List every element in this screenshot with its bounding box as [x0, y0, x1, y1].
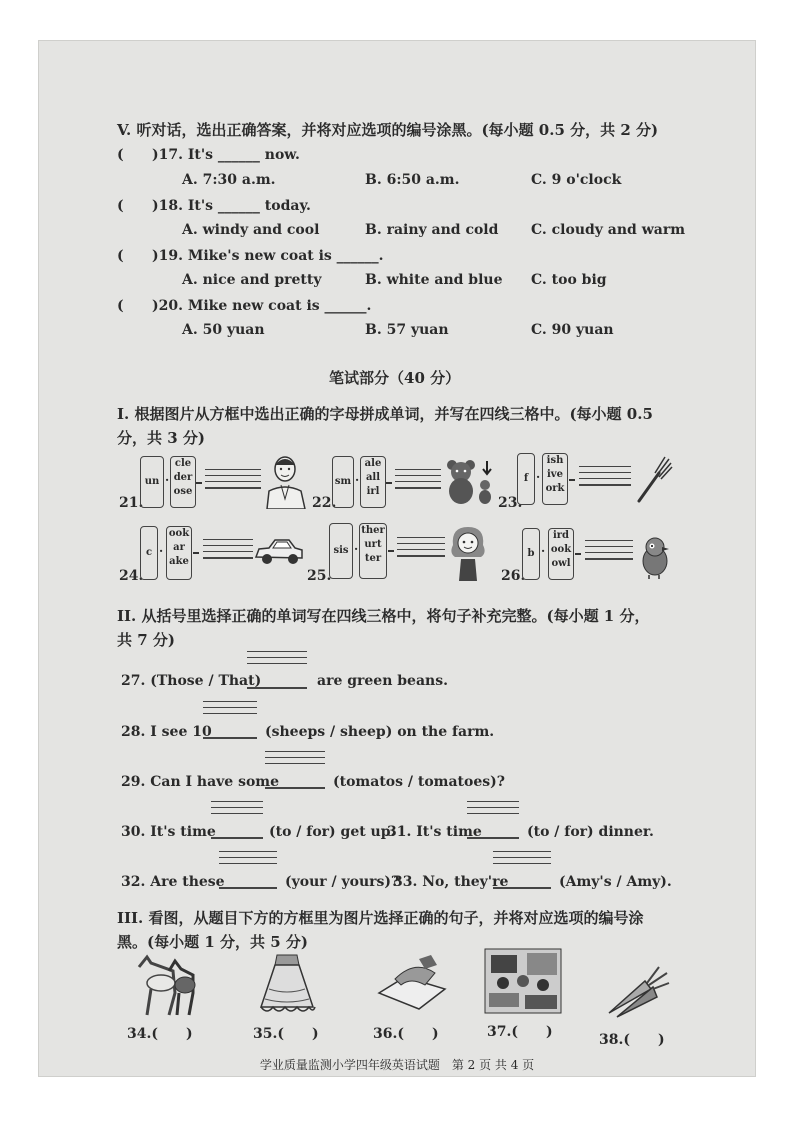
letter-box-text: sis	[333, 545, 349, 556]
answer-34[interactable]: 34.( )	[127, 1026, 193, 1042]
bird-picture-icon	[635, 535, 675, 579]
answer-37[interactable]: 37.( )	[487, 1024, 553, 1040]
letter-box-left	[522, 528, 540, 580]
letter-choice: ive	[547, 469, 563, 480]
letter-box-left	[140, 456, 164, 508]
letter-box-right	[548, 528, 574, 580]
four-line-grid-33[interactable]	[493, 851, 551, 871]
letter-choice: urt	[364, 539, 382, 550]
option-18a: A. windy and cool	[182, 222, 320, 238]
question-27-suffix: are green beans.	[317, 673, 448, 689]
option-19c: C. too big	[531, 272, 607, 288]
letter-choice: ake	[169, 556, 189, 567]
four-line-grid[interactable]	[205, 469, 261, 489]
letter-choice: ish	[546, 455, 564, 466]
paren: (	[117, 198, 124, 214]
four-line-grid[interactable]	[585, 540, 633, 560]
part3-title-line2: 黑。(每小题 1 分，共 5 分)	[117, 933, 308, 951]
paren: (	[117, 147, 124, 163]
question-18: )18. It's ______ today.	[152, 198, 311, 214]
four-line-grid-29[interactable]	[265, 751, 325, 771]
option-20c: C. 90 yuan	[531, 322, 614, 338]
question-31-suffix: (to / for) dinner.	[527, 824, 654, 840]
question-29-suffix: (tomatos / tomatoes)?	[333, 774, 505, 790]
car-picture-icon	[253, 537, 305, 567]
option-17b: B. 6:50 a.m.	[365, 172, 460, 188]
item-number: 24.	[119, 568, 144, 584]
answer-35[interactable]: 35.( )	[253, 1026, 319, 1042]
bears-picture-icon	[443, 457, 495, 505]
letter-box-text: f	[523, 473, 529, 484]
question-31-prefix: 31. It's time	[387, 824, 482, 840]
letter-choice: cle	[174, 458, 192, 469]
letter-choice: der	[173, 472, 193, 483]
answer-38[interactable]: 38.( )	[599, 1032, 665, 1048]
option-17c: C. 9 o'clock	[531, 172, 622, 188]
letter-choice: ork	[545, 483, 565, 494]
four-line-grid-28[interactable]	[203, 701, 257, 721]
carrots-picture-icon	[601, 961, 673, 1019]
item-number: 23.	[498, 495, 523, 511]
letter-box-right	[359, 523, 387, 579]
question-29-prefix: 29. Can I have some	[121, 774, 280, 790]
letter-choice: ter	[364, 553, 382, 564]
four-line-grid[interactable]	[395, 469, 441, 489]
letter-box-left	[140, 526, 158, 580]
four-line-grid-31[interactable]	[467, 801, 519, 821]
question-33-suffix: (Amy's / Amy).	[559, 874, 672, 890]
letter-choice: owl	[551, 558, 571, 569]
question-33-prefix: 33. No, they're	[393, 874, 509, 890]
question-20: )20. Mike new coat is ______.	[152, 298, 372, 314]
part1-title-line2: 分，共 3 分)	[117, 429, 205, 447]
letter-box-text: sm	[334, 476, 352, 487]
four-line-grid[interactable]	[397, 537, 445, 557]
letter-choice: ar	[173, 542, 185, 553]
question-28-suffix: (sheeps / sheep) on the farm.	[265, 724, 495, 740]
letter-choice: irl	[366, 486, 380, 497]
letter-box-text: b	[527, 548, 535, 559]
item-number: 26.	[501, 568, 526, 584]
man-picture-icon	[263, 455, 309, 509]
letter-choice: ale	[364, 458, 382, 469]
letter-box-left	[517, 453, 535, 505]
item-number: 25.	[307, 568, 332, 584]
item-number: 21.	[119, 495, 144, 511]
option-20b: B. 57 yuan	[365, 322, 449, 338]
answer-36[interactable]: 36.( )	[373, 1026, 439, 1042]
option-18c: C. cloudy and warm	[531, 222, 686, 238]
letter-choice: ose	[173, 486, 193, 497]
question-27-prefix: 27. (Those / That)	[121, 673, 262, 689]
option-18b: B. rainy and cold	[365, 222, 499, 238]
clothes-pile-picture-icon	[375, 953, 449, 1013]
page-footer: 学业质量监测小学四年级英语试题 第 2 页 共 4 页	[259, 1058, 535, 1072]
letter-box-text: c	[145, 547, 153, 558]
written-part-title: 笔试部分（40 分）	[329, 369, 461, 387]
part1-title-line1: I. 根据图片从方框中选出正确的字母拼成单词，并写在四线三格中。(每小题 0.5	[117, 405, 653, 423]
skirt-picture-icon	[255, 951, 319, 1017]
part2-title-line1: II. 从括号里选择正确的单词写在四线三格中，将句子补充完整。(每小题 1 分，	[117, 607, 650, 625]
letter-choice: ook	[550, 544, 572, 555]
part2-title-line2: 共 7 分)	[117, 631, 175, 649]
section5-title: V. 听对话，选出正确答案，并将对应选项的编号涂黑。(每小题 0.5 分，共 2 分)	[117, 121, 659, 139]
four-line-grid-30[interactable]	[211, 801, 263, 821]
letter-box-text: un	[144, 476, 160, 487]
item-number: 22.	[312, 495, 337, 511]
letter-choice: ird	[552, 530, 570, 541]
four-line-grid[interactable]	[579, 466, 631, 486]
four-line-grid[interactable]	[203, 539, 253, 559]
classroom-picture-icon	[483, 947, 563, 1015]
horses-picture-icon	[129, 953, 201, 1017]
letter-box-left	[329, 523, 353, 579]
letter-box-left	[332, 456, 354, 508]
letter-choice: ther	[361, 525, 385, 536]
option-20a: A. 50 yuan	[182, 322, 265, 338]
letter-box-right	[360, 456, 386, 508]
exam-page: V. 听对话，选出正确答案，并将对应选项的编号涂黑。(每小题 0.5 分，共 2 分) ( )17. It's ______ now. A. 7:30 a.m. B. 6:50 a.m. C. 9 o'clock ( )18. It's ______ today. A. windy and cool B. rainy and cold C. cloudy and warm ( )19. Mike's new coat is ______. A. nice and pretty B. white and blue C. too big ( )20. Mike new coat is ______. A. 50 yuan B. 57 yuan C. 90 yuan 笔试部分（40 分） I. 根据图片从方框中选出正确的字母拼成单词，并写在四线三格中。(每小题 0.5 分，共 3 分) 21. un · cle der ose 22. sm · ale all irl 23. f · ish ive ork 24. c · ook ar ake 25. sis · ther urt ter 26. b · ird ook owl II. 从括号里选择正确的单词写在四线三格中，将句子补充完整。(每小题 1 分， 共 7 分) 27. (Those / That) are green beans. 28. I see 10 (sheeps / sheep) on the farm. 29. Can I have some (tomatos / tomatoes)? 30. It's time (to / for) get up. 31. It's time (to / for) dinner. 32. Are these (your / yours)? 33. No, they're (Amy's / Amy). III. 看图，从题目下方的方框里为图片选择正确的句子，并将对应选项的编号涂 黑。(每小题 1 分，共 5 分) 34.( ) 35.( ) 36.( ) 37.( ) 38.( ) 学业质量监测小学四年级英语试题 第 2 页 共 4 页	[38, 40, 756, 1077]
letter-choice: all	[365, 472, 381, 483]
part3-title-line1: III. 看图，从题目下方的方框里为图片选择正确的句子，并将对应选项的编号涂	[117, 909, 644, 927]
girl-picture-icon	[447, 525, 489, 581]
option-17a: A. 7:30 a.m.	[182, 172, 276, 188]
letter-box-right	[542, 453, 568, 505]
letter-box-right	[166, 526, 192, 580]
fork-picture-icon	[633, 455, 673, 503]
letter-box-right	[170, 456, 196, 508]
question-30-prefix: 30. It's time	[121, 824, 216, 840]
question-28-prefix: 28. I see 10	[121, 724, 212, 740]
option-19a: A. nice and pretty	[182, 272, 322, 288]
question-32-suffix: (your / yours)?	[285, 874, 400, 890]
question-30-suffix: (to / for) get up.	[269, 824, 396, 840]
question-32-prefix: 32. Are these	[121, 874, 225, 890]
four-line-grid-32[interactable]	[219, 851, 277, 871]
question-19: )19. Mike's new coat is ______.	[152, 248, 384, 264]
letter-choice: ook	[168, 528, 190, 539]
paren: (	[117, 298, 124, 314]
paren: (	[117, 248, 124, 264]
option-19b: B. white and blue	[365, 272, 503, 288]
question-17: )17. It's ______ now.	[152, 147, 300, 163]
four-line-grid-27[interactable]	[247, 651, 307, 671]
